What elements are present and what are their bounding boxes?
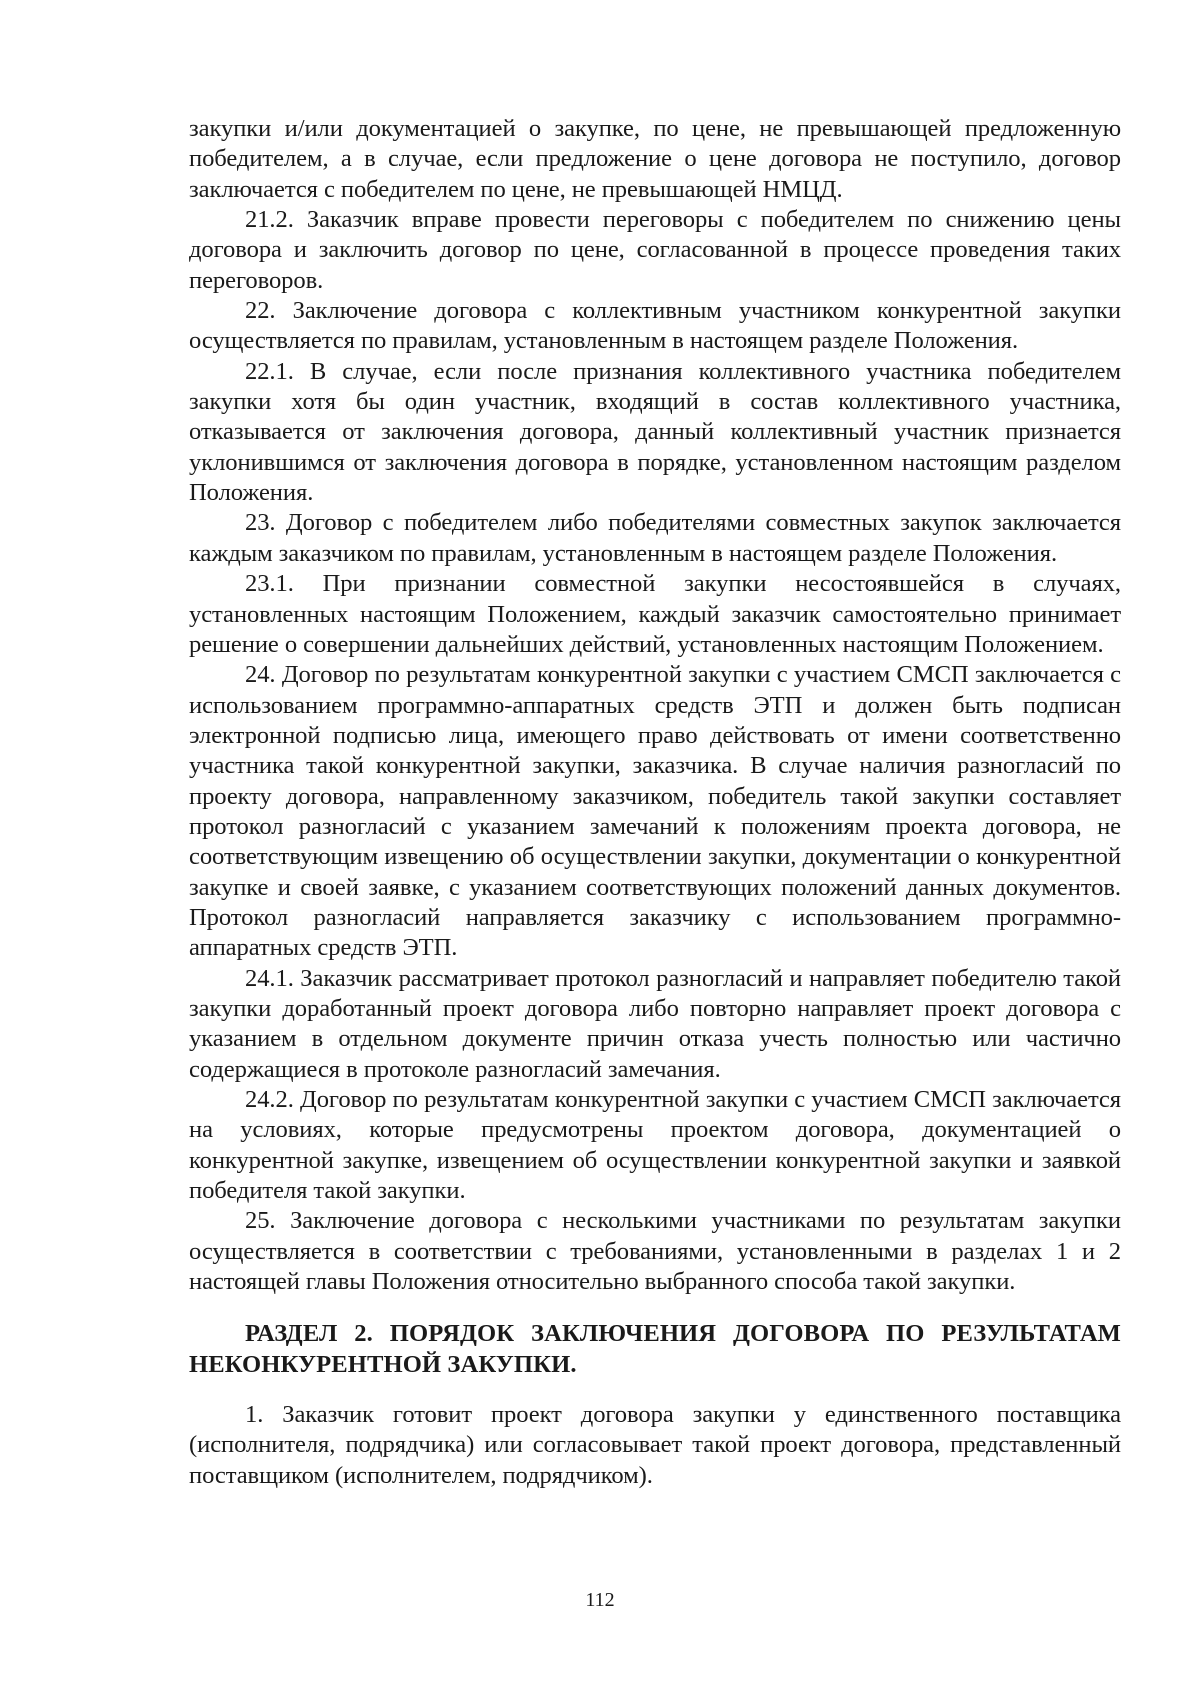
paragraph-25: 25. Заключение договора с несколькими участниками по результатам закупки осуществляется в соответствии с требованиями, установленными в разделах 1 и 2 настоящей главы Положения относительно выбранного способа такой закупки. xyxy=(189,1207,1121,1296)
paragraph-24-2: 24.2. Договор по результатам конкурентной закупки с участием СМСП заключается на условиях, которые предусмотрены проектом договора, документацией о конкурентной закупке, извещением об осуществлении конкурентной закупки и заявкой победителя такой закупки. xyxy=(189,1086,1121,1205)
paragraph-24-1: 24.1. Заказчик рассматривает протокол разногласий и направляет победителю такой закупки доработанный проект договора либо повторно направляет проект договора с указанием в отдельном документе причин отказа учесть полностью или частично содержащиеся в протоколе разногласий замечания. xyxy=(189,964,1121,1083)
paragraph-22: 22. Заключение договора с коллективным участником конкурентной закупки осуществляется по правилам, установленным в настоящем разделе Положения. xyxy=(189,297,1121,355)
paragraph-21-2: 21.2. Заказчик вправе провести переговоры с победителем по снижению цены договора и заключить договор по цене, согласованной в процессе проведения таких переговоров. xyxy=(189,206,1121,294)
paragraph-continuation: закупки и/или документацией о закупке, по цене, не превышающей предложенную победителем, а в случае, если предложение о цене договора не поступило, договор заключается с победителем по цене, не превышающей НМЦД. xyxy=(189,115,1121,203)
paragraph-24: 24. Договор по результатам конкурентной закупки с участием СМСП заключается с использованием программно-аппаратных средств ЭТП и должен быть подписан электронной подписью лица, имеющего право действовать от имени соответственно участника такой конкурентной закупки, заказчика. В случае наличия разногласий по проекту договора, направленному заказчиком, победитель такой закупки составляет протокол разногласий с указанием замечаний к положениям проекта договора, не соответствующим извещению об осуществлении закупки, документации о конкурентной закупке и своей заявке, с указанием соответствующих положений данных документов. Протокол разногласий направляется заказчику с использованием программно-аппаратных средств ЭТП. xyxy=(189,661,1121,962)
section-heading: РАЗДЕЛ 2. ПОРЯДОК ЗАКЛЮЧЕНИЯ ДОГОВОРА ПО РЕЗУЛЬТАТАМ НЕКОНКУРЕНТНОЙ ЗАКУПКИ. xyxy=(189,1320,1121,1378)
page-number: 112 xyxy=(585,1589,615,1611)
page-body xyxy=(189,114,1121,1491)
paragraph-23-1: 23.1. При признании совместной закупки несостоявшейся в случаях, установленных настоящим Положением, каждый заказчик самостоятельно принимает решение о совершении дальнейших действий, установленных настоящим Положением. xyxy=(189,570,1121,658)
section-paragraph-1: 1. Заказчик готовит проект договора закупки у единственного поставщика (исполнителя, подрядчика) или согласовывает такой проект договора, представленный поставщиком (исполнителем, подрядчиком). xyxy=(189,1401,1121,1489)
paragraph-22-1: 22.1. В случае, если после признания коллективного участника победителем закупки хотя бы один участник, входящий в состав коллективного участника, отказывается от заключения договора, данный коллективный участник признается уклонившимся от заключения договора в порядке, установленном настоящим разделом Положения. xyxy=(189,357,1121,507)
paragraph-23: 23. Договор с победителем либо победителями совместных закупок заключается каждым заказчиком по правилам, установленным в настоящем разделе Положения. xyxy=(189,509,1121,567)
